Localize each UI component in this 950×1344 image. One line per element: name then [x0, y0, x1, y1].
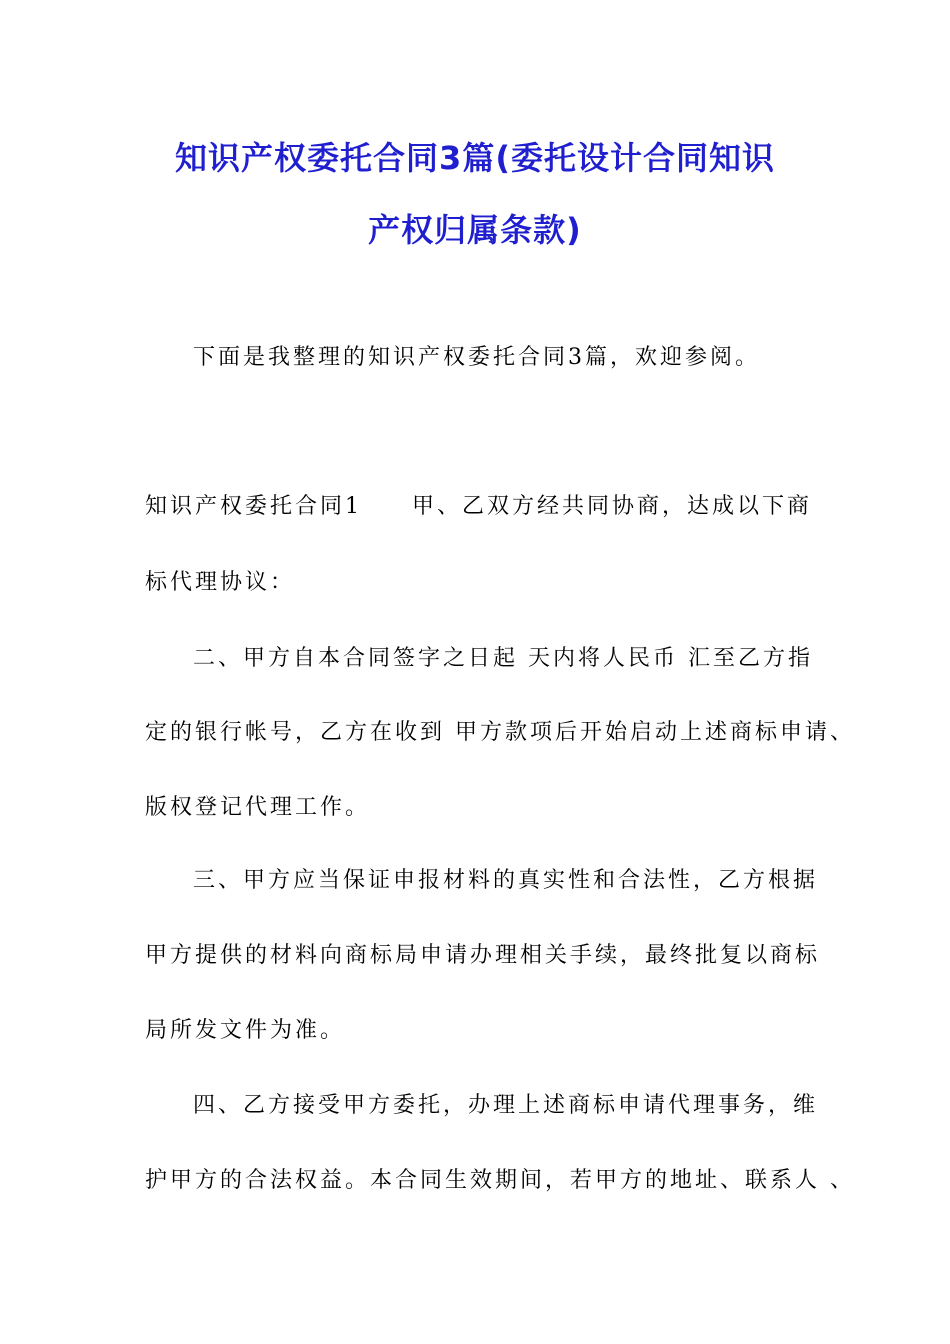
body-line: 定的银行帐号，乙方在收到 甲方款项后开始启动上述商标申请、: [145, 720, 855, 745]
intro-line: 下面是我整理的知识产权委托合同3篇，欢迎参阅。: [193, 345, 760, 370]
body-line: 护甲方的合法权益。本合同生效期间，若甲方的地址、联系人 、: [145, 1168, 855, 1193]
body-line: 标代理协议：: [145, 570, 296, 595]
body-line: 三、甲方应当保证申报材料的真实性和合法性，乙方根据: [193, 868, 819, 893]
body-line: 版权登记代理工作。: [145, 795, 371, 820]
body-line: 二、甲方自本合同签字之日起 天内将人民币 汇至乙方指: [193, 646, 813, 671]
body-line: 四、乙方接受甲方委托，办理上述商标申请代理事务，维: [193, 1093, 819, 1118]
body-line: 知识产权委托合同1 甲、乙双方经共同协商，达成以下商: [145, 494, 812, 519]
body-line: 甲方提供的材料向商标局申请办理相关手续，最终批复以商标: [145, 943, 821, 968]
document-title-line-1: 知识产权委托合同3篇(委托设计合同知识: [175, 139, 775, 177]
document-title-line-2: 产权归属条款): [368, 211, 582, 249]
body-line: 局所发文件为准。: [145, 1018, 346, 1043]
